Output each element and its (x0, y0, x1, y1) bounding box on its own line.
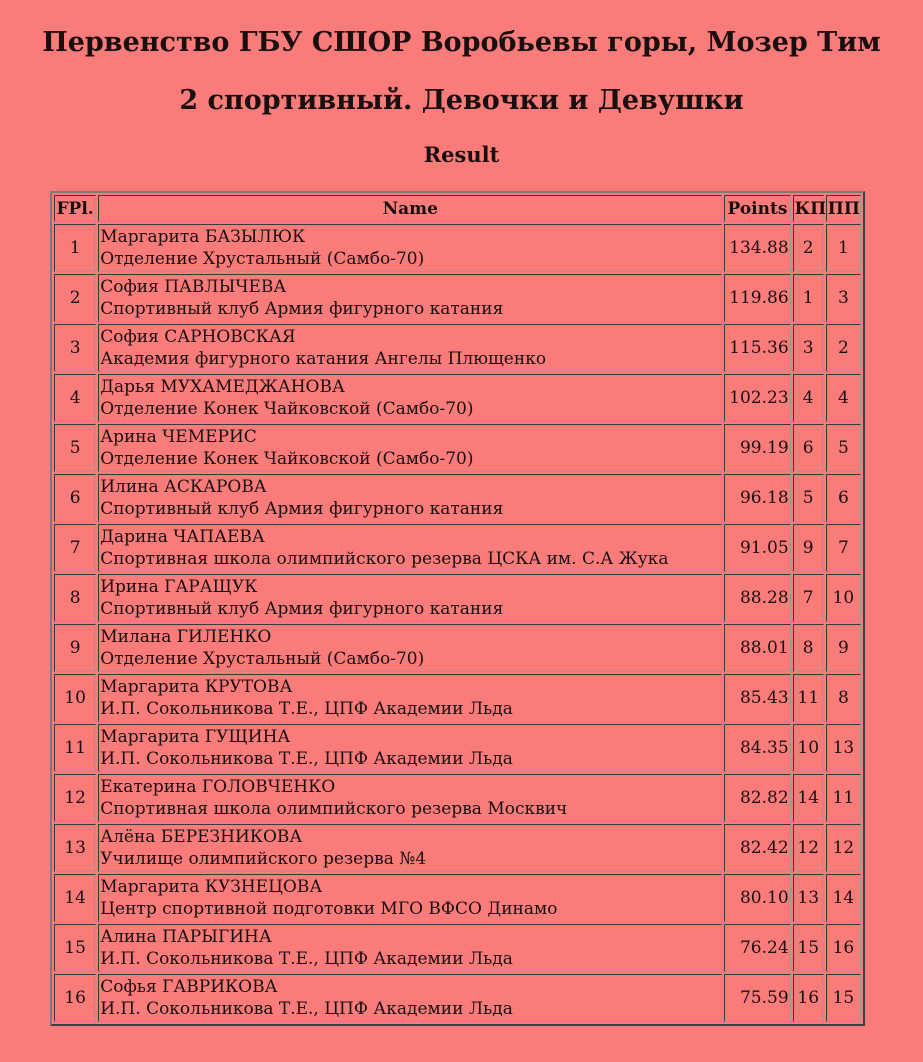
table-row (54, 274, 861, 322)
kp-cell: 11 (793, 674, 824, 722)
skater-name: Маргарита ГУЩИНА (100, 727, 291, 747)
table-row (54, 574, 861, 622)
kp-cell: 8 (793, 624, 824, 672)
skater-name: Маргарита КРУТОВА (100, 677, 293, 697)
place-cell: 11 (54, 724, 96, 772)
results-table (50, 191, 865, 1026)
points-cell: 88.28 (724, 574, 790, 622)
table-header-row (54, 195, 861, 222)
kp-cell: 5 (793, 474, 824, 522)
club-name: Академия фигурного катания Ангелы Плющенко (100, 349, 547, 369)
kp-cell: 15 (793, 924, 824, 972)
skater-name: Алина ПАРЫГИНА (100, 927, 272, 947)
table-row (54, 724, 861, 772)
pp-cell: 13 (826, 724, 861, 772)
pp-cell: 7 (826, 524, 861, 572)
club-name: Спортивная школа олимпийского резерва Москвич (100, 799, 568, 819)
name-cell (98, 974, 722, 1022)
table-row (54, 324, 861, 372)
points-cell: 82.42 (724, 824, 790, 872)
place-cell: 5 (54, 424, 96, 472)
pp-cell: 9 (826, 624, 861, 672)
kp-cell: 3 (793, 324, 824, 372)
column-header-fpl: FPl. (54, 195, 96, 222)
place-cell: 9 (54, 624, 96, 672)
place-cell: 15 (54, 924, 96, 972)
points-cell: 84.35 (724, 724, 790, 772)
page-title: Первенство ГБУ СШОР Воробьевы горы, Мозер Тим (42, 27, 881, 58)
name-cell (98, 924, 722, 972)
points-cell: 119.86 (724, 274, 790, 322)
column-header-points: Points (724, 195, 790, 222)
club-name: И.П. Сокольникова Т.Е., ЦПФ Академии Льда (100, 749, 513, 769)
skater-name: Илина АСКАРОВА (100, 477, 267, 497)
skater-name: Милана ГИЛЕНКО (100, 627, 272, 647)
name-cell (98, 224, 722, 272)
pp-cell: 6 (826, 474, 861, 522)
pp-cell: 2 (826, 324, 861, 372)
name-cell (98, 774, 722, 822)
name-cell (98, 524, 722, 572)
kp-cell: 13 (793, 874, 824, 922)
club-name: Спортивная школа олимпийского резерва ЦСКА им. С.А Жука (100, 549, 669, 569)
points-cell: 85.43 (724, 674, 790, 722)
kp-cell: 2 (793, 224, 824, 272)
points-cell: 134.88 (724, 224, 790, 272)
place-cell: 4 (54, 374, 96, 422)
skater-name: Софья ГАВРИКОВА (100, 977, 278, 997)
club-name: Отделение Хрустальный (Самбо-70) (100, 249, 425, 269)
table-row (54, 424, 861, 472)
skater-name: София САРНОВСКАЯ (100, 327, 296, 347)
club-name: Центр спортивной подготовки МГО ВФСО Динамо (100, 899, 558, 919)
kp-cell: 14 (793, 774, 824, 822)
place-cell: 1 (54, 224, 96, 272)
points-cell: 75.59 (724, 974, 790, 1022)
club-name: Отделение Хрустальный (Самбо-70) (100, 649, 425, 669)
place-cell: 16 (54, 974, 96, 1022)
place-cell: 3 (54, 324, 96, 372)
column-header-kp: КП (793, 195, 824, 222)
club-name: И.П. Сокольникова Т.Е., ЦПФ Академии Льда (100, 699, 513, 719)
skater-name: Маргарита БАЗЫЛЮК (100, 227, 306, 247)
table-row (54, 924, 861, 972)
skater-name: Арина ЧЕМЕРИС (100, 427, 257, 447)
points-cell: 91.05 (724, 524, 790, 572)
pp-cell: 11 (826, 774, 861, 822)
points-cell: 99.19 (724, 424, 790, 472)
skater-name: Ирина ГАРАЩУК (100, 577, 258, 597)
name-cell (98, 874, 722, 922)
column-header-pp: ПП (826, 195, 861, 222)
kp-cell: 4 (793, 374, 824, 422)
club-name: Спортивный клуб Армия фигурного катания (100, 299, 504, 319)
pp-cell: 10 (826, 574, 861, 622)
skater-name: Алёна БЕРЕЗНИКОВА (100, 827, 303, 847)
table-row (54, 224, 861, 272)
kp-cell: 9 (793, 524, 824, 572)
name-cell (98, 324, 722, 372)
skater-name: Маргарита КУЗНЕЦОВА (100, 877, 323, 897)
club-name: Спортивный клуб Армия фигурного катания (100, 499, 504, 519)
pp-cell: 4 (826, 374, 861, 422)
table-row (54, 774, 861, 822)
table-row (54, 524, 861, 572)
club-name: Отделение Конек Чайковской (Самбо-70) (100, 399, 474, 419)
table-row (54, 674, 861, 722)
name-cell (98, 724, 722, 772)
club-name: И.П. Сокольникова Т.Е., ЦПФ Академии Льда (100, 999, 513, 1019)
name-cell (98, 674, 722, 722)
place-cell: 2 (54, 274, 96, 322)
kp-cell: 16 (793, 974, 824, 1022)
points-cell: 102.23 (724, 374, 790, 422)
table-row (54, 824, 861, 872)
skater-name: София ПАВЛЫЧЕВА (100, 277, 287, 297)
place-cell: 6 (54, 474, 96, 522)
kp-cell: 12 (793, 824, 824, 872)
kp-cell: 1 (793, 274, 824, 322)
name-cell (98, 374, 722, 422)
name-cell (98, 624, 722, 672)
club-name: И.П. Сокольникова Т.Е., ЦПФ Академии Льда (100, 949, 513, 969)
column-header-name: Name (98, 195, 722, 222)
pp-cell: 3 (826, 274, 861, 322)
table-row (54, 624, 861, 672)
table-row (54, 474, 861, 522)
club-name: Спортивный клуб Армия фигурного катания (100, 599, 504, 619)
place-cell: 8 (54, 574, 96, 622)
name-cell (98, 274, 722, 322)
pp-cell: 8 (826, 674, 861, 722)
points-cell: 80.10 (724, 874, 790, 922)
skater-name: Дарина ЧАПАЕВА (100, 527, 265, 547)
pp-cell: 12 (826, 824, 861, 872)
table-row (54, 874, 861, 922)
place-cell: 13 (54, 824, 96, 872)
pp-cell: 5 (826, 424, 861, 472)
place-cell: 10 (54, 674, 96, 722)
name-cell (98, 474, 722, 522)
points-cell: 88.01 (724, 624, 790, 672)
club-name: Училище олимпийского резерва №4 (100, 849, 427, 869)
points-cell: 82.82 (724, 774, 790, 822)
pp-cell: 1 (826, 224, 861, 272)
skater-name: Екатерина ГОЛОВЧЕНКО (100, 777, 336, 797)
pp-cell: 15 (826, 974, 861, 1022)
name-cell (98, 824, 722, 872)
place-cell: 14 (54, 874, 96, 922)
name-cell (98, 424, 722, 472)
table-row (54, 374, 861, 422)
skater-name: Дарья МУХАМЕДЖАНОВА (100, 377, 345, 397)
pp-cell: 16 (826, 924, 861, 972)
result-heading: Result (423, 142, 500, 167)
pp-cell: 14 (826, 874, 861, 922)
kp-cell: 10 (793, 724, 824, 772)
kp-cell: 7 (793, 574, 824, 622)
place-cell: 7 (54, 524, 96, 572)
club-name: Отделение Конек Чайковской (Самбо-70) (100, 449, 474, 469)
kp-cell: 6 (793, 424, 824, 472)
points-cell: 76.24 (724, 924, 790, 972)
name-cell (98, 574, 722, 622)
place-cell: 12 (54, 774, 96, 822)
points-cell: 96.18 (724, 474, 790, 522)
points-cell: 115.36 (724, 324, 790, 372)
table-row (54, 974, 861, 1022)
page-subtitle-category: 2 спортивный. Девочки и Девушки (179, 85, 744, 116)
